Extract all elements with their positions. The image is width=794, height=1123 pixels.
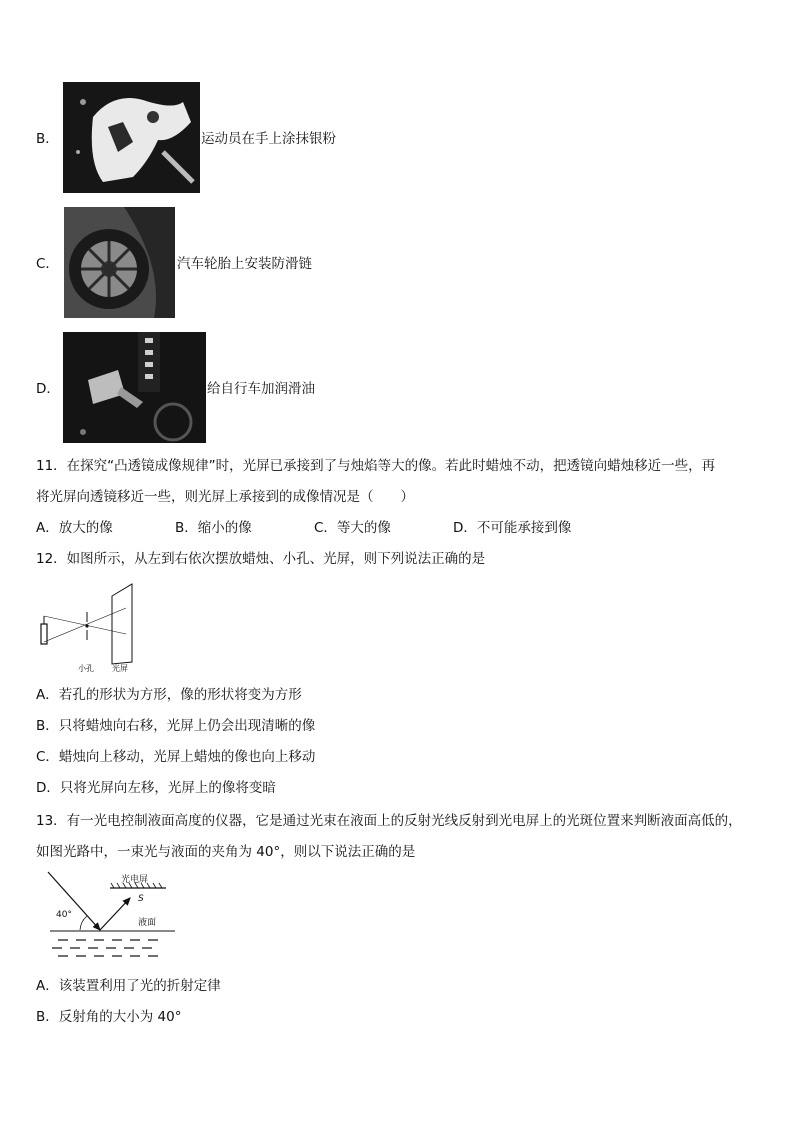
pinhole-label: 小孔 [78,664,94,673]
q12-option-d: D．只将光屏向左移，光屏上的像将变暗 [36,780,276,796]
q11-option-c: C．等大的像 [314,520,391,536]
q11-stem-line2: 将光屏向透镜移近一些，则光屏上承接到的成像情况是（ ） [36,489,414,505]
screen-label: 光屏 [112,664,128,673]
q12-option-a: A．若孔的形状为方形，像的形状将变为方形 [36,687,302,703]
q12-stem: 12．如图所示，从左到右依次摆放蜡烛、小孔、光屏，则下列说法正确的是 [36,551,486,567]
option-c-letter: C． [36,256,59,272]
q11-option-d: D．不可能承接到像 [453,520,572,536]
option-c-text: 汽车轮胎上安装防滑链 [177,256,312,272]
q11-option-b: B．缩小的像 [175,520,252,536]
bicycle-oil-photo [63,332,206,443]
liquid-surface-label: 液面 [138,918,157,928]
photo-screen-label: 光电屏 [121,875,149,885]
angle-label: 40° [56,910,72,920]
athlete-photo-graphic [63,82,200,193]
q12-option-b: B．只将蜡烛向右移，光屏上仍会出现清晰的像 [36,718,316,734]
option-d-letter: D． [36,381,60,397]
spot-s-label: S [138,894,144,904]
option-b-text: 运动员在手上涂抹银粉 [201,131,336,147]
option-d-text: 给自行车加润滑油 [207,381,315,397]
q13-stem-line2: 如图光路中，一束光与液面的夹角为 40°，则以下说法正确的是 [36,844,416,860]
athlete-chalk-photo [63,82,200,193]
bicycle-photo-graphic [63,332,206,443]
q13-option-a: A．该装置利用了光的折射定律 [36,978,221,994]
tire-chain-photo [64,207,175,318]
q11-stem-line1: 11．在探究“凸透镜成像规律”时，光屏已承接到了与烛焰等大的像。若此时蜡烛不动，把透镜向蜡烛移近一些，再 [36,458,716,474]
option-b-letter: B． [36,131,59,147]
q13-option-b: B．反射角的大小为 40° [36,1009,182,1025]
q11-option-a: A．放大的像 [36,520,113,536]
q13-stem-line1: 13．有一光电控制液面高度的仪器，它是通过光束在液面上的反射光线反射到光电屏上的光斑位置来判断液面高低的， [36,813,742,829]
q12-option-c: C．蜡烛向上移动，光屏上蜡烛的像也向上移动 [36,749,316,765]
tire-photo-graphic [64,207,175,318]
